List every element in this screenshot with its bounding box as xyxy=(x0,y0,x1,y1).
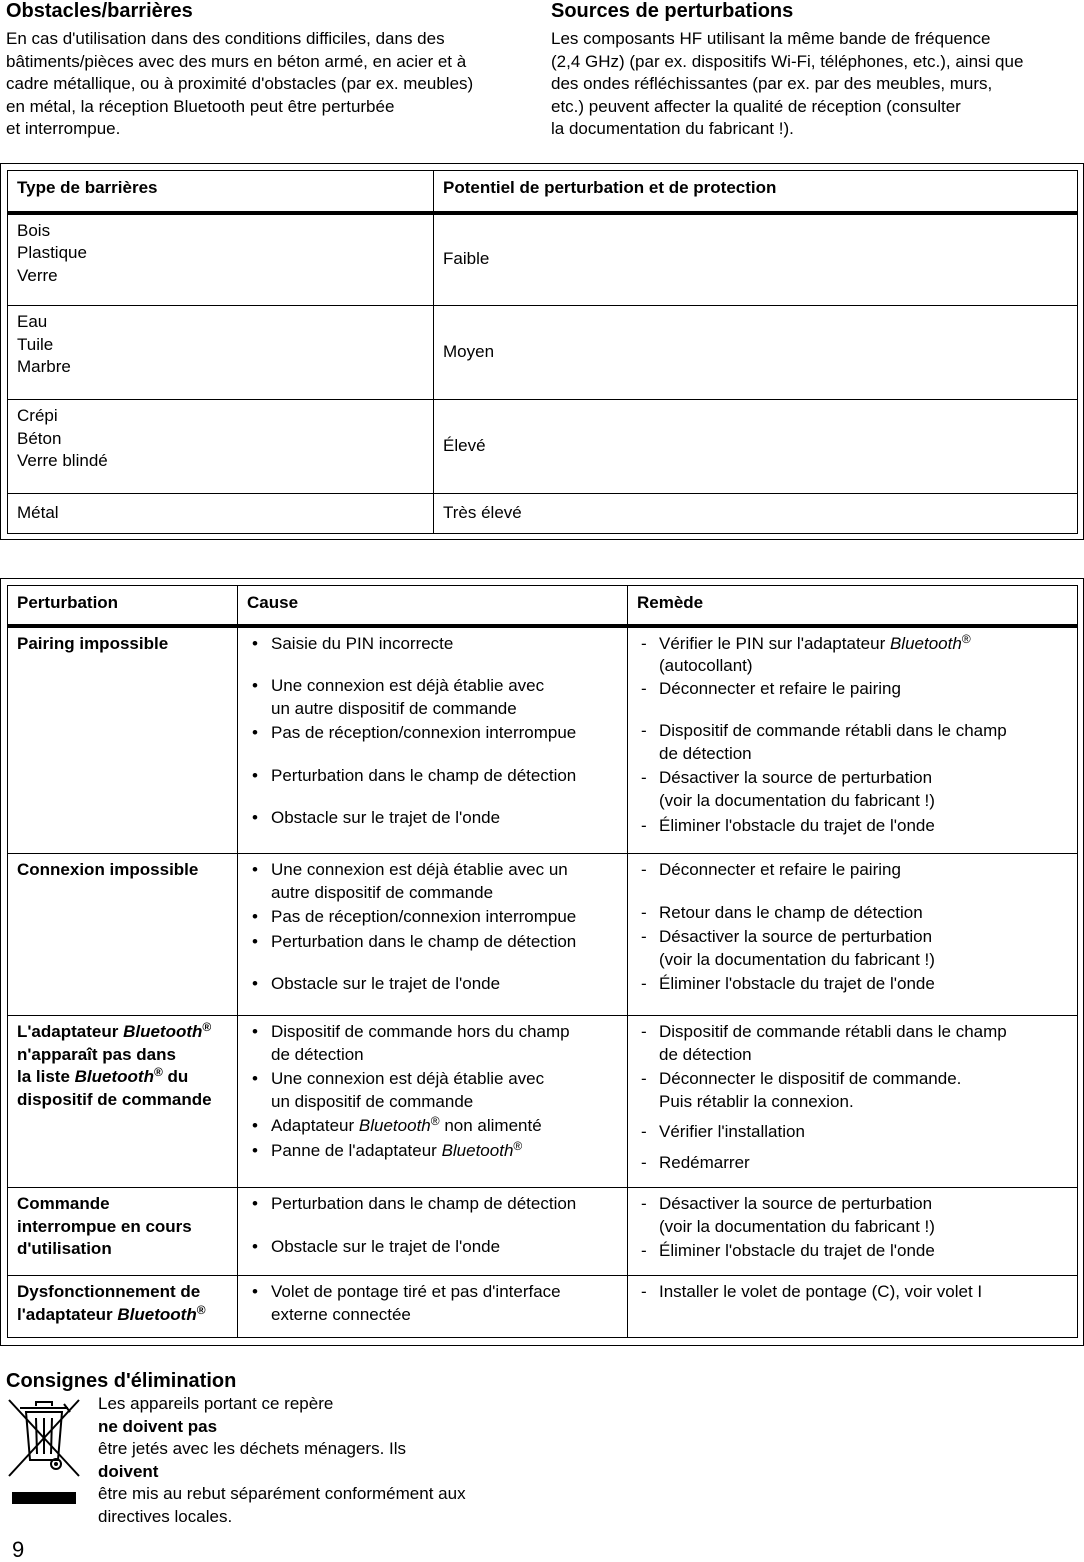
obstacles-line: en métal, la réception Bluetooth peut être perturbée xyxy=(6,96,395,116)
remedy-item: - Dispositif de commande rétabli dans le champ de détection xyxy=(637,1021,1068,1066)
remedy-item xyxy=(637,633,1068,678)
table-header-row xyxy=(8,586,1078,626)
cause-cell xyxy=(238,626,628,854)
problem-cell xyxy=(8,1016,238,1188)
registered-mark: ® xyxy=(513,1138,523,1153)
cause-item: • Obstacle sur le trajet de l'onde xyxy=(247,807,618,830)
cause-item: • Perturbation dans le champ de détection xyxy=(247,765,618,788)
remedy-item: - Désactiver la source de perturbation (voir la documentation du fabricant !) xyxy=(637,1193,1068,1238)
cause-item: • Pas de réception/connexion interrompue xyxy=(247,722,618,745)
cause-cell xyxy=(238,854,628,1016)
remedy-cell xyxy=(628,854,1078,1016)
cause-text: non alimenté xyxy=(439,1116,542,1136)
disposal-title: Consignes d'élimination xyxy=(6,1370,237,1392)
brand-name: Bluetooth xyxy=(441,1140,514,1160)
sources-line: (2,4 GHz) (par ex. dispositifs Wi-Fi, téléphones, etc.), ainsi que xyxy=(551,51,1024,71)
obstacles-text xyxy=(6,28,536,141)
barrier-type: Bois xyxy=(17,220,51,240)
sources-line: Les composants HF utilisant la même bande de fréquence xyxy=(551,29,991,48)
table-row xyxy=(8,626,1078,854)
registered-mark: ® xyxy=(430,1114,440,1129)
table-row xyxy=(8,854,1078,1016)
brand-name: Bluetooth xyxy=(123,1022,203,1041)
problem-text: du xyxy=(167,1067,189,1087)
sources-text xyxy=(551,28,1081,141)
remedy-item: - Éliminer l'obstacle du trajet de l'onde xyxy=(637,973,1068,996)
cause-item: • Perturbation dans le champ de détection xyxy=(247,1193,618,1216)
cause-item: • Obstacle sur le trajet de l'onde xyxy=(247,973,618,996)
problem-cell: Connexion impossible xyxy=(8,854,238,1016)
barrier-type: Marbre xyxy=(17,357,71,377)
cause-item: • Dispositif de commande hors du champ de détection xyxy=(247,1021,618,1066)
cause-item: • Saisie du PIN incorrecte xyxy=(247,633,618,656)
table-row xyxy=(8,494,1078,534)
obstacles-title: Obstacles/barrières xyxy=(6,0,193,22)
cause-item: • Obstacle sur le trajet de l'onde xyxy=(247,1236,618,1259)
disposal-line xyxy=(98,1438,538,1483)
header-cause: Cause xyxy=(238,586,628,626)
registered-mark: ® xyxy=(202,1020,212,1034)
barrier-level: Moyen xyxy=(434,306,1078,400)
barrier-types xyxy=(8,213,434,306)
table-header-row xyxy=(8,171,1078,213)
remedy-item: - Éliminer l'obstacle du trajet de l'onde xyxy=(637,815,1068,838)
header-potential: Potentiel de perturbation et de protection xyxy=(434,171,1078,213)
barrier-level: Élevé xyxy=(434,400,1078,494)
header-barrier-type: Type de barrières xyxy=(8,171,434,213)
barrier-types xyxy=(8,400,434,494)
remedy-item: - Déconnecter et refaire le pairing xyxy=(637,678,1068,701)
remedy-item: - Éliminer l'obstacle du trajet de l'onde xyxy=(637,1240,1068,1263)
remedy-text: Vérifier le PIN sur l'adaptateur xyxy=(659,633,890,653)
table-row xyxy=(8,1276,1078,1338)
cause-cell xyxy=(238,1016,628,1188)
header-remedy: Remède xyxy=(628,586,1078,626)
registered-mark: ® xyxy=(153,1065,163,1080)
brand-name: Bluetooth xyxy=(117,1304,197,1324)
remedy-cell xyxy=(628,626,1078,854)
problem-cell: Pairing impossible xyxy=(8,626,238,854)
table-row xyxy=(8,400,1078,494)
obstacles-line: En cas d'utilisation dans des conditions difficiles, dans des xyxy=(6,29,445,48)
cause-cell xyxy=(238,1276,628,1338)
cause-item: • Une connexion est déjà établie avec un autre dispositif de commande xyxy=(247,859,618,904)
remedy-item: - Déconnecter et refaire le pairing xyxy=(637,859,1068,882)
cause-item: • Perturbation dans le champ de détection xyxy=(247,931,618,954)
problem-text: n'apparaît pas dans xyxy=(17,1044,176,1064)
disposal-line: directives locales. xyxy=(98,1506,233,1526)
barrier-type: Crépi xyxy=(17,406,58,425)
remedy-item: - Installer le volet de pontage (C), voir volet I xyxy=(637,1281,1068,1304)
problem-text: dispositif de commande xyxy=(17,1089,212,1109)
disposal-emphasis: doivent xyxy=(98,1461,159,1481)
cause-text: Panne de l'adaptateur xyxy=(271,1140,442,1160)
weee-bin-icon xyxy=(6,1396,82,1508)
registered-mark: ® xyxy=(961,631,971,646)
barrier-type: Eau xyxy=(17,312,48,331)
barrier-level: Très élevé xyxy=(434,494,1078,534)
disposal-text-part: être jetés avec les déchets ménagers. Ils xyxy=(98,1439,407,1459)
brand-name: Bluetooth xyxy=(889,633,962,653)
sources-line: des ondes réfléchissantes (par ex. par des meubles, murs, xyxy=(551,74,993,94)
table-row xyxy=(8,306,1078,400)
problem-cell xyxy=(8,1276,238,1338)
remedy-cell xyxy=(628,1016,1078,1188)
table-row xyxy=(8,1188,1078,1276)
problem-cell: Commande interrompue en cours d'utilisation xyxy=(8,1188,238,1276)
disposal-text-part: Les appareils portant ce repère xyxy=(98,1394,334,1413)
barrier-type: Tuile xyxy=(17,334,54,354)
cause-text: Adaptateur xyxy=(271,1116,359,1136)
sources-line: la documentation du fabricant !). xyxy=(551,119,794,139)
remedy-item: - Désactiver la source de perturbation (voir la documentation du fabricant !) xyxy=(637,767,1068,812)
barrier-type: Verre blindé xyxy=(17,451,108,471)
remedy-cell xyxy=(628,1188,1078,1276)
table-row xyxy=(8,213,1078,306)
disposal-emphasis: ne doivent pas xyxy=(98,1416,218,1436)
problem-text: L'adaptateur xyxy=(17,1022,124,1041)
brand-name: Bluetooth xyxy=(74,1067,154,1087)
sources-line: etc.) peuvent affecter la qualité de réception (consulter xyxy=(551,96,961,116)
cause-item: • Une connexion est déjà établie avec un dispositif de commande xyxy=(247,1068,618,1113)
remedy-text: (autocollant) xyxy=(659,656,753,676)
obstacles-line: et interrompue. xyxy=(6,119,121,139)
barrier-type: Béton xyxy=(17,428,62,448)
trouble-table xyxy=(7,585,1078,1338)
cause-item: • Volet de pontage tiré et pas d'interface externe connectée xyxy=(247,1281,618,1326)
remedy-item: - Vérifier l'installation xyxy=(637,1121,1068,1144)
page-number: 9 xyxy=(12,1537,25,1562)
disposal-line: être mis au rebut séparément conformément aux xyxy=(98,1484,466,1504)
remedy-item: - Retour dans le champ de détection xyxy=(637,902,1068,925)
remedy-item: - Déconnecter le dispositif de commande. Puis rétablir la connexion. xyxy=(637,1068,1068,1113)
barriers-table xyxy=(7,170,1078,534)
sources-title: Sources de perturbations xyxy=(551,0,794,22)
cause-item: • Une connexion est déjà établie avec un autre dispositif de commande xyxy=(247,675,618,720)
barrier-types xyxy=(8,306,434,400)
disposal-text xyxy=(98,1393,538,1529)
barrier-type: Plastique xyxy=(17,243,87,263)
brand-name: Bluetooth xyxy=(358,1116,431,1136)
barrier-type: Verre xyxy=(17,265,58,285)
remedy-cell xyxy=(628,1276,1078,1338)
cause-cell xyxy=(238,1188,628,1276)
problem-text: la liste xyxy=(17,1067,75,1087)
barrier-level: Faible xyxy=(434,213,1078,306)
cause-item: • Pas de réception/connexion interrompue xyxy=(247,906,618,929)
table-row xyxy=(8,1016,1078,1188)
remedy-item: - Dispositif de commande rétabli dans le champ de détection xyxy=(637,720,1068,765)
problem-text: Dysfonctionnement de xyxy=(17,1282,201,1301)
header-perturbation: Perturbation xyxy=(8,586,238,626)
problem-text: l'adaptateur xyxy=(17,1304,118,1324)
cause-item xyxy=(247,1115,618,1138)
registered-mark: ® xyxy=(196,1302,206,1317)
obstacles-line: cadre métallique, ou à proximité d'obstacles (par ex. meubles) xyxy=(6,74,474,94)
obstacles-line: bâtiments/pièces avec des murs en béton armé, en acier et à xyxy=(6,51,467,71)
barrier-types: Métal xyxy=(8,494,434,534)
disposal-line xyxy=(98,1393,538,1438)
cause-item xyxy=(247,1140,618,1163)
remedy-item: - Redémarrer xyxy=(637,1152,1068,1175)
remedy-item: - Désactiver la source de perturbation (voir la documentation du fabricant !) xyxy=(637,926,1068,971)
